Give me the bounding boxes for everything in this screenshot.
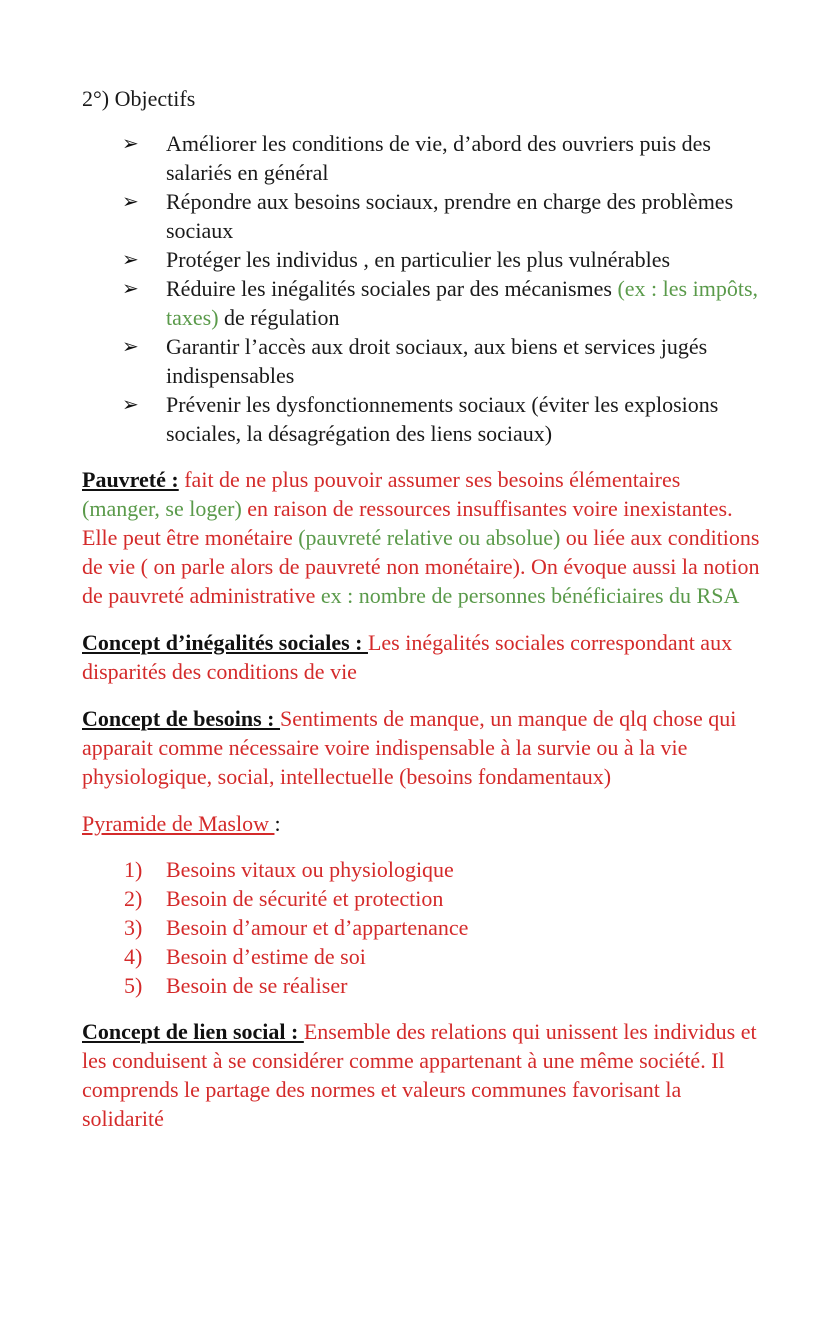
definition-term: Pauvreté : xyxy=(82,467,179,492)
example-note: ex : nombre de personnes bénéficiaires du RSA xyxy=(320,583,740,608)
definition-text: en raison de ressources insuffisantes voire inexistantes. Elle peut être monétaire xyxy=(82,496,733,550)
list-item xyxy=(82,332,762,390)
document-page xyxy=(82,84,762,1133)
section-heading: 2°) Objectifs xyxy=(82,86,196,111)
pauvrete-definition xyxy=(82,465,762,610)
list-item-text: Améliorer les conditions de vie, d’abord des ouvriers puis des salariés en général xyxy=(166,131,711,185)
definition-text: Ensemble des relations qui unissent les individus et les conduisent à se considérer comme appartenant à une même société. Il comprends le partage des normes et valeurs communes favorisant la solidarité xyxy=(82,1019,757,1131)
list-number: 5) xyxy=(124,973,143,998)
maslow-list xyxy=(82,855,762,1000)
objectives-list xyxy=(82,129,762,448)
arrow-bullet-icon: ➢ xyxy=(122,189,139,213)
example-note: (pauvreté relative ou absolue) xyxy=(298,525,561,550)
definition-text: fait de ne plus pouvoir assumer ses besoins élémentaires xyxy=(178,467,681,492)
list-item xyxy=(82,390,762,448)
arrow-bullet-icon: ➢ xyxy=(122,131,139,155)
definition-term: Concept d’inégalités sociales : xyxy=(82,630,368,655)
example-note: (manger, se loger) xyxy=(82,496,242,521)
arrow-bullet-icon: ➢ xyxy=(122,334,139,358)
list-item-text: Besoins vitaux ou physiologique xyxy=(166,857,454,882)
list-item xyxy=(82,942,762,971)
list-item xyxy=(82,884,762,913)
definition-text: Les inégalités sociales correspondant aux disparités des conditions de vie xyxy=(82,630,733,684)
list-item-text: Protéger les individus , en particulier les plus vulnérables xyxy=(166,247,671,272)
list-item-text: Prévenir les dysfonctionnements sociaux (éviter les explosions sociales, la désagrégation des liens sociaux) xyxy=(166,392,719,446)
lien-social-definition xyxy=(82,1017,762,1133)
inegalites-definition xyxy=(82,628,762,686)
list-item-text: Garantir l’accès aux droit sociaux, aux biens et services jugés indispensables xyxy=(166,334,708,388)
list-item xyxy=(82,274,762,332)
list-item-text: Besoin d’amour et d’appartenance xyxy=(166,915,469,940)
list-item xyxy=(82,855,762,884)
list-item xyxy=(82,129,762,187)
list-item-text: Répondre aux besoins sociaux, prendre en charge des problèmes sociaux xyxy=(166,189,734,243)
list-number: 4) xyxy=(124,944,143,969)
maslow-heading xyxy=(82,809,762,838)
list-item-text: Besoin d’estime de soi xyxy=(166,944,366,969)
list-item xyxy=(82,245,762,274)
list-item-text: Besoin de sécurité et protection xyxy=(166,886,444,911)
list-item xyxy=(82,971,762,1000)
maslow-colon: : xyxy=(274,811,281,836)
arrow-bullet-icon: ➢ xyxy=(122,392,139,416)
besoins-definition xyxy=(82,704,762,791)
arrow-bullet-icon: ➢ xyxy=(122,247,139,271)
definition-term: Concept de besoins : xyxy=(82,706,281,731)
list-number: 3) xyxy=(124,915,143,940)
definition-term: Concept de lien social : xyxy=(82,1019,304,1044)
example-note: (ex : les impôts, taxes) xyxy=(166,276,759,330)
list-item-text: Réduire les inégalités sociales par des mécanismes xyxy=(166,276,618,301)
maslow-title: Pyramide de Maslow xyxy=(82,811,275,836)
list-item xyxy=(82,187,762,245)
list-number: 2) xyxy=(124,886,143,911)
arrow-bullet-icon: ➢ xyxy=(122,276,139,300)
list-number: 1) xyxy=(124,857,143,882)
definition-text: ou liée aux conditions de vie ( on parle alors de pauvreté non monétaire). On évoque aussi la notion de pauvreté administrative xyxy=(82,525,760,608)
list-item-text: de régulation xyxy=(218,305,340,330)
definition-text: Sentiments de manque, un manque de qlq chose qui apparait comme nécessaire voire indispensable à la survie ou à la vie physiologique, social, intellectuelle (besoins fondamentaux) xyxy=(82,706,737,789)
list-item xyxy=(82,913,762,942)
list-item-text: Besoin de se réaliser xyxy=(166,973,348,998)
